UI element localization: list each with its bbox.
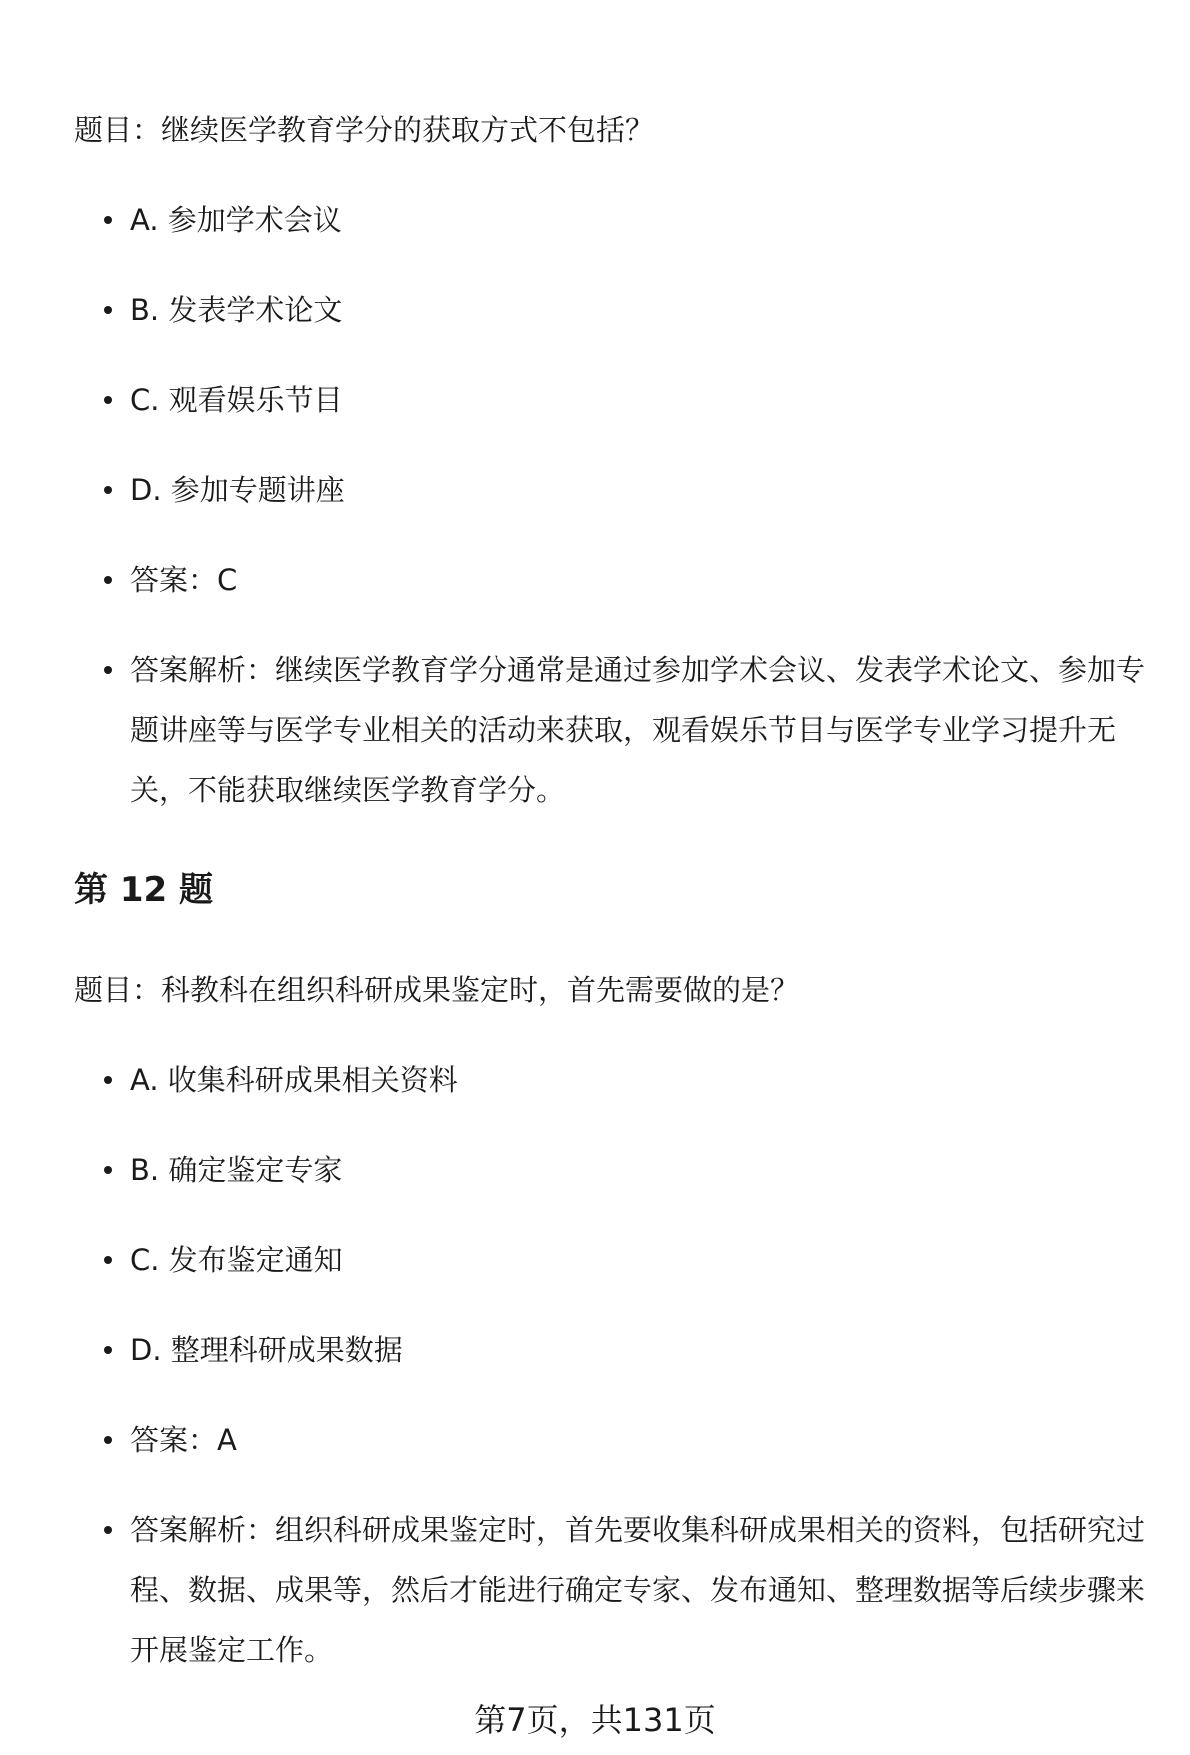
answer-explanation: 答案解析：继续医学教育学分通常是通过参加学术会议、发表学术论文、参加专题讲座等与医学专业相关的活动来获取，观看娱乐节目与医学专业学习提升无关，不能获取继续医学教育学分。 — [130, 653, 1146, 807]
bullet-icon — [104, 1076, 112, 1084]
option-c: C. 发布鉴定通知 — [130, 1243, 343, 1277]
answer-text: 答案：A — [130, 1423, 237, 1457]
bullet-icon — [104, 1436, 112, 1444]
bullet-icon — [104, 576, 112, 584]
bullet-icon — [104, 306, 112, 314]
option-d: D. 整理科研成果数据 — [130, 1333, 403, 1367]
bullet-icon — [104, 216, 112, 224]
bullet-icon — [104, 486, 112, 494]
bullet-icon — [104, 1256, 112, 1264]
bullet-icon — [104, 1166, 112, 1174]
question-text: 题目：继续医学教育学分的获取方式不包括？ — [74, 113, 655, 147]
bullet-icon — [104, 396, 112, 404]
answer-explanation: 答案解析：组织科研成果鉴定时，首先要收集科研成果相关的资料，包括研究过程、数据、成果等，然后才能进行确定专家、发布通知、整理数据等后续步骤来开展鉴定工作。 — [130, 1513, 1146, 1667]
bullet-icon — [104, 666, 112, 674]
option-a: A. 参加学术会议 — [130, 203, 342, 237]
option-a: A. 收集科研成果相关资料 — [130, 1063, 458, 1097]
answer-text: 答案：C — [130, 563, 238, 597]
question-text: 题目：科教科在组织科研成果鉴定时，首先需要做的是？ — [74, 973, 800, 1007]
option-b: B. 确定鉴定专家 — [130, 1153, 343, 1187]
question-heading: 第 12 题 — [74, 870, 213, 910]
page-number: 第7页，共131页 — [474, 1701, 716, 1739]
option-d: D. 参加专题讲座 — [130, 473, 345, 507]
bullet-icon — [104, 1346, 112, 1354]
option-c: C. 观看娱乐节目 — [130, 383, 343, 417]
bullet-icon — [104, 1526, 112, 1534]
option-b: B. 发表学术论文 — [130, 293, 343, 327]
